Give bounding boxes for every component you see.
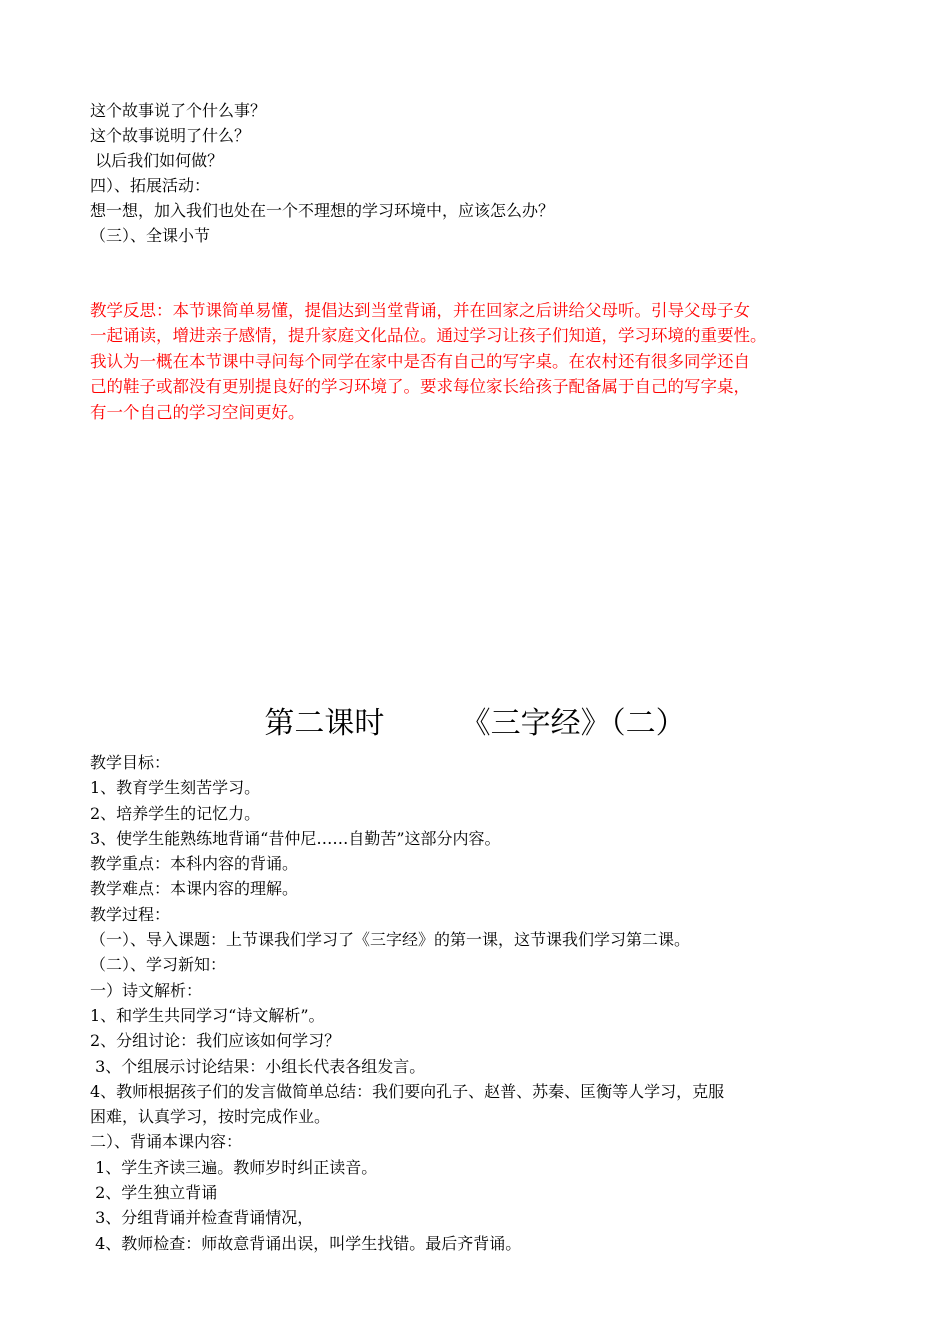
intro-line: （三）、全课小节	[90, 226, 211, 245]
intro-line: 四）、拓展活动：	[90, 176, 211, 195]
lesson-line: 教学难点：本课内容的理解。	[90, 879, 299, 899]
lesson-line: 教学目标：	[90, 753, 171, 772]
lesson-line: 3、分组背诵并检查背诵情况，	[90, 1208, 314, 1228]
reflection-line: 己的鞋子或都没有更别提良好的学习环境了。要求每位家长给孩子配备属于自己的写字桌，	[90, 377, 750, 397]
lesson-line: （二）、学习新知：	[90, 955, 227, 975]
lesson-line: 教学过程：	[90, 904, 171, 924]
intro-line: 以后我们如何做？	[90, 151, 224, 170]
lesson-line: 困难，认真学习，按时完成作业。	[90, 1107, 331, 1127]
lesson-line: 1、学生齐读三遍。教师岁时纠正读音。	[90, 1157, 378, 1177]
lesson-line: 教学重点：本科内容的背诵。	[90, 854, 299, 874]
lesson-line: 3、个组展示讨论结果：小组长代表各组发言。	[90, 1056, 426, 1076]
lesson-line: 1、教育学生刻苦学习。	[90, 778, 261, 798]
intro-line: 想一想，加入我们也处在一个不理想的学习环境中，应该怎么办？	[90, 201, 555, 220]
intro-section	[90, 98, 880, 248]
lesson-line: 二）、背诵本课内容：	[90, 1132, 243, 1152]
reflection-line: 一起诵读，增进亲子感情，提升家庭文化品位。通过学习让孩子们知道，学习环境的重要性。	[90, 326, 767, 346]
reflection-line: 教学反思：本节课简单易懂，提倡达到当堂背诵，并在回家之后讲给父母听。引导父母子女	[90, 301, 750, 320]
lesson-line: 2、学生独立背诵	[90, 1183, 218, 1203]
teaching-reflection	[90, 298, 880, 425]
intro-line: 这个故事说了个什么事？	[90, 101, 267, 120]
lesson-line: 1、和学生共同学习“诗文解析”。	[90, 1005, 325, 1025]
lesson-line: （一）、导入课题：上节课我们学习了《三字经》的第一课，这节课我们学习第二课。	[90, 930, 691, 950]
lesson-line: 一）诗文解析：	[90, 980, 203, 1000]
intro-line: 这个故事说明了什么？	[90, 126, 251, 145]
lesson-line: 4、教师根据孩子们的发言做简单总结：我们要向孔子、赵普、苏秦、匡衡等人学习，克服	[90, 1081, 725, 1101]
lesson-line: 2、培养学生的记忆力。	[90, 803, 261, 823]
lesson-body	[90, 750, 880, 1256]
lesson-line: 4、教师检查：师故意背诵出误，叫学生找错。最后齐背诵。	[90, 1233, 522, 1253]
reflection-line: 有一个自己的学习空间更好。	[90, 402, 305, 422]
reflection-line: 我认为一概在本节课中寻问每个同学在家中是否有自己的写字桌。在农村还有很多同学还自	[90, 351, 750, 371]
lesson-line: 2、分组讨论：我们应该如何学习？	[90, 1031, 341, 1051]
lesson-heading: 第二课时 《三字经》（二）	[264, 706, 686, 741]
lesson-line: 3、使学生能熟练地背诵“昔仲尼……自勤苦”这部分内容。	[90, 828, 501, 848]
